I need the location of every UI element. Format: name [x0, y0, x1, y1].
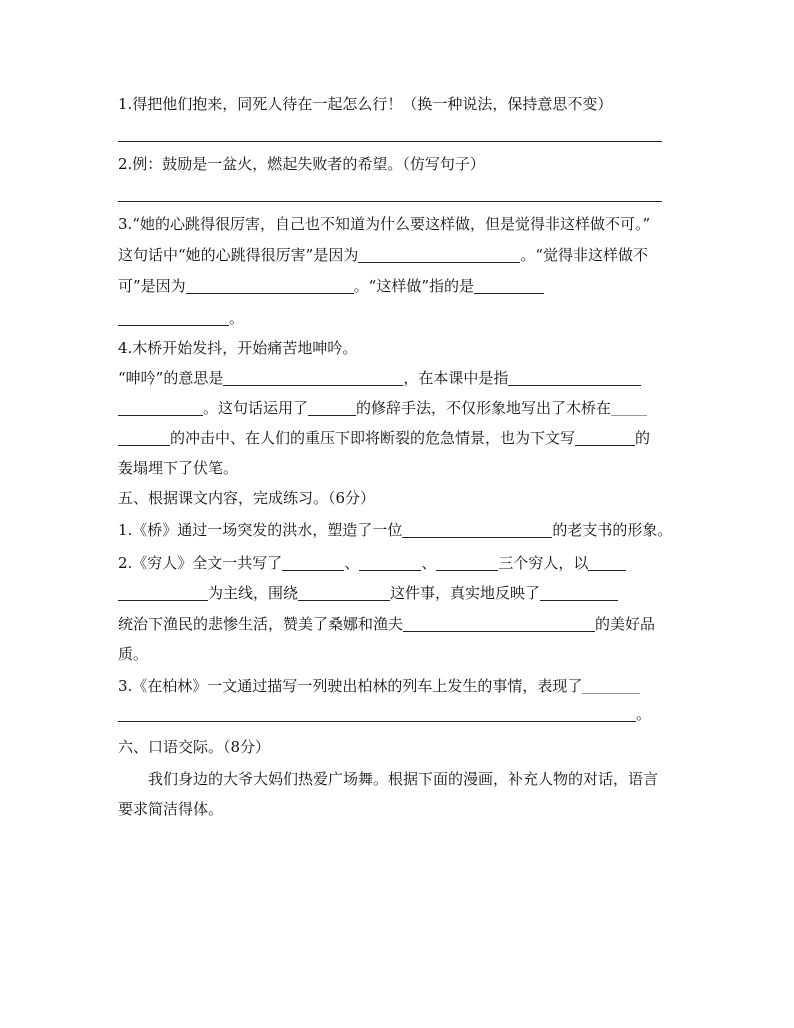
s5-text: 这件事，真实地反映了 — [390, 584, 541, 602]
question-3-sentence: 3.“她的心跳得很厉害，自己也不知道为什么要这样做，但是觉得非这样做不可。” — [118, 215, 651, 233]
q4-text: 的冲击中、在人们的重压下即将断裂的危急情景，也为下文写 — [170, 429, 576, 447]
question-3-line-3 — [118, 276, 544, 296]
q3-text: 。“这样做”指的是 — [353, 277, 475, 295]
s5-text: 统治下渔民的悲惨生活，赞美了桑娜和渔夫 — [118, 615, 404, 633]
blank-central-event[interactable] — [298, 585, 390, 601]
blank-main-thread[interactable] — [588, 555, 626, 571]
blank-must-do-reason[interactable] — [186, 278, 354, 294]
section-5-heading: 五、根据课文内容，完成练习。（6分） — [118, 489, 376, 507]
answer-line-q2[interactable] — [118, 201, 662, 202]
s5-text: 1.《桥》通过一场突发的洪水，塑造了一位 — [118, 521, 403, 539]
section-5-item-2-line-2 — [118, 583, 618, 603]
blank-ruling-system[interactable] — [540, 585, 618, 601]
blank-good-quality[interactable] — [403, 616, 595, 632]
s5-text: 三个穷人，以 — [498, 554, 589, 572]
blank-berlin-theme[interactable] — [582, 678, 640, 694]
blank-moan-in-text[interactable] — [508, 370, 641, 386]
q3-text: 。 — [229, 309, 245, 327]
q4-text: 的 — [635, 429, 651, 447]
blank-poor-person-3[interactable] — [436, 555, 498, 571]
blank-main-thread-cont[interactable] — [118, 585, 208, 601]
s5-text: 的老支书的形象。 — [552, 521, 673, 539]
question-3-line-4 — [118, 308, 244, 328]
blank-berlin-theme-cont[interactable] — [118, 706, 636, 722]
question-4-line-2 — [118, 368, 641, 388]
question-4-line-5: 轰塌埋下了伏笔。 — [118, 459, 239, 477]
question-4-line-3 — [118, 398, 647, 418]
blank-moan-meaning[interactable] — [223, 370, 403, 386]
section-5-item-2-line-3 — [118, 614, 655, 634]
q4-text: 的修辞手法，不仅形象地写出了木桥在 — [356, 399, 612, 417]
s5-text: 。 — [636, 705, 652, 723]
section-5-item-2-line-4: 质。 — [118, 645, 149, 663]
s5-text: 3.《在柏林》一文通过描写一列驶出柏林的列车上发生的事情，表现了 — [118, 677, 583, 695]
q3-text: 这句话中“她的心跳得很厉害”是因为 — [118, 246, 359, 264]
s5-text: 的美好品 — [595, 615, 656, 633]
s5-text: 2.《穷人》全文一共写了 — [118, 554, 283, 572]
blank-poor-person-1[interactable] — [282, 555, 344, 571]
blank-impact-source[interactable] — [611, 400, 647, 416]
blank-impact-source-cont[interactable] — [118, 430, 170, 446]
section-6-paragraph-line-1: 我们身边的大爷大妈们热爱广场舞。根据下面的漫画，补充人物的对话，语言 — [148, 770, 659, 788]
blank-rhetoric[interactable] — [308, 400, 356, 416]
section-5-item-1 — [118, 520, 672, 540]
blank-heartbeat-reason[interactable] — [358, 247, 520, 263]
section-6-heading: 六、口语交际。（8分） — [118, 738, 271, 756]
blank-moan-in-text-cont[interactable] — [118, 400, 203, 416]
s5-text: 为主线，围绕 — [208, 584, 299, 602]
question-2: 2.例：鼓励是一盆火，燃起失败者的希望。（仿写句子） — [118, 155, 485, 173]
blank-foreshadow[interactable] — [575, 430, 635, 446]
question-1: 1.得把他们抱来，同死人待在一起怎么行！（换一种说法，保持意思不变） — [118, 95, 613, 113]
section-5-item-3-line-1 — [118, 676, 640, 696]
s5-text: 、 — [344, 554, 360, 572]
blank-this-action-refers[interactable] — [474, 278, 544, 294]
q4-text: 。这句话运用了 — [203, 399, 309, 417]
answer-line-q1[interactable] — [118, 141, 662, 142]
q3-text: 。“觉得非这样做不 — [520, 246, 649, 264]
blank-secretary-quality[interactable] — [402, 522, 552, 538]
section-5-item-2-line-1 — [118, 553, 626, 573]
question-4-line-4 — [118, 428, 650, 448]
q4-text: ，在本课中是指 — [403, 369, 509, 387]
question-4-sentence: 4.木桥开始发抖，开始痛苦地呻吟。 — [118, 339, 358, 357]
question-3-line-2 — [118, 245, 648, 265]
q3-text: 可”是因为 — [118, 277, 186, 295]
blank-this-action-refers-cont[interactable] — [118, 310, 229, 326]
q4-text: “呻吟”的意思是 — [118, 369, 224, 387]
blank-poor-person-2[interactable] — [359, 555, 421, 571]
section-5-item-3-line-2 — [118, 704, 651, 724]
section-6-paragraph-line-2: 要求简洁得体。 — [118, 800, 224, 818]
s5-text: 、 — [421, 554, 437, 572]
